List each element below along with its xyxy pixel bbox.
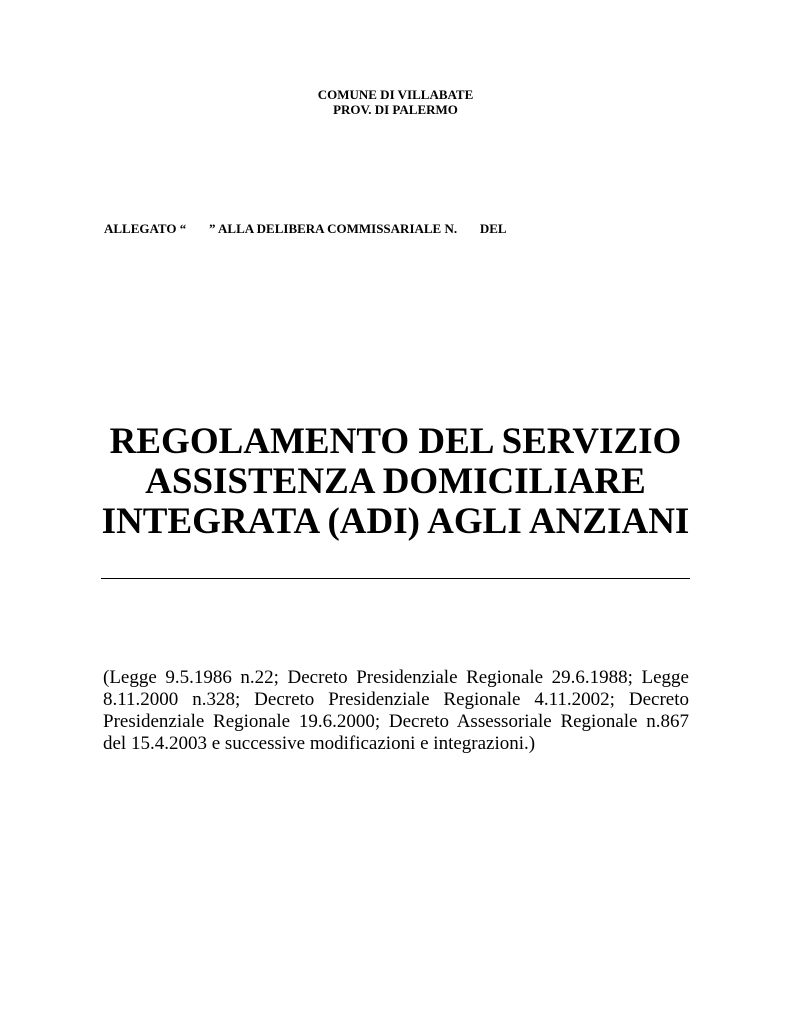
title-line-2: ASSISTENZA DOMICILIARE [145,461,646,502]
title-line-1: REGOLAMENTO DEL SERVIZIO [109,421,682,462]
attachment-reference: ALLEGATO “ ” ALLA DELIBERA COMMISSARIALE N. DEL [104,221,507,236]
horizontal-divider [101,578,690,579]
document-title [0,422,791,542]
title-line-3: INTEGRATA (ADI) AGLI ANZIANI [101,501,690,542]
municipality-name: COMUNE DI VILLABATE [317,87,474,102]
municipality-header [0,87,791,117]
legal-references: (Legge 9.5.1986 n.22; Decreto Presidenziale Regionale 29.6.1988; Legge 8.11.2000 n.328; Decreto Presidenziale Regionale 4.11.2002; Decreto Presidenziale Regionale 19.6.2000; Decreto Assessoriale Regionale n.867 del 15.4.2003 e successive modificazioni e integrazioni.) [103,667,689,754]
province-name: PROV. DI PALERMO [333,102,458,117]
